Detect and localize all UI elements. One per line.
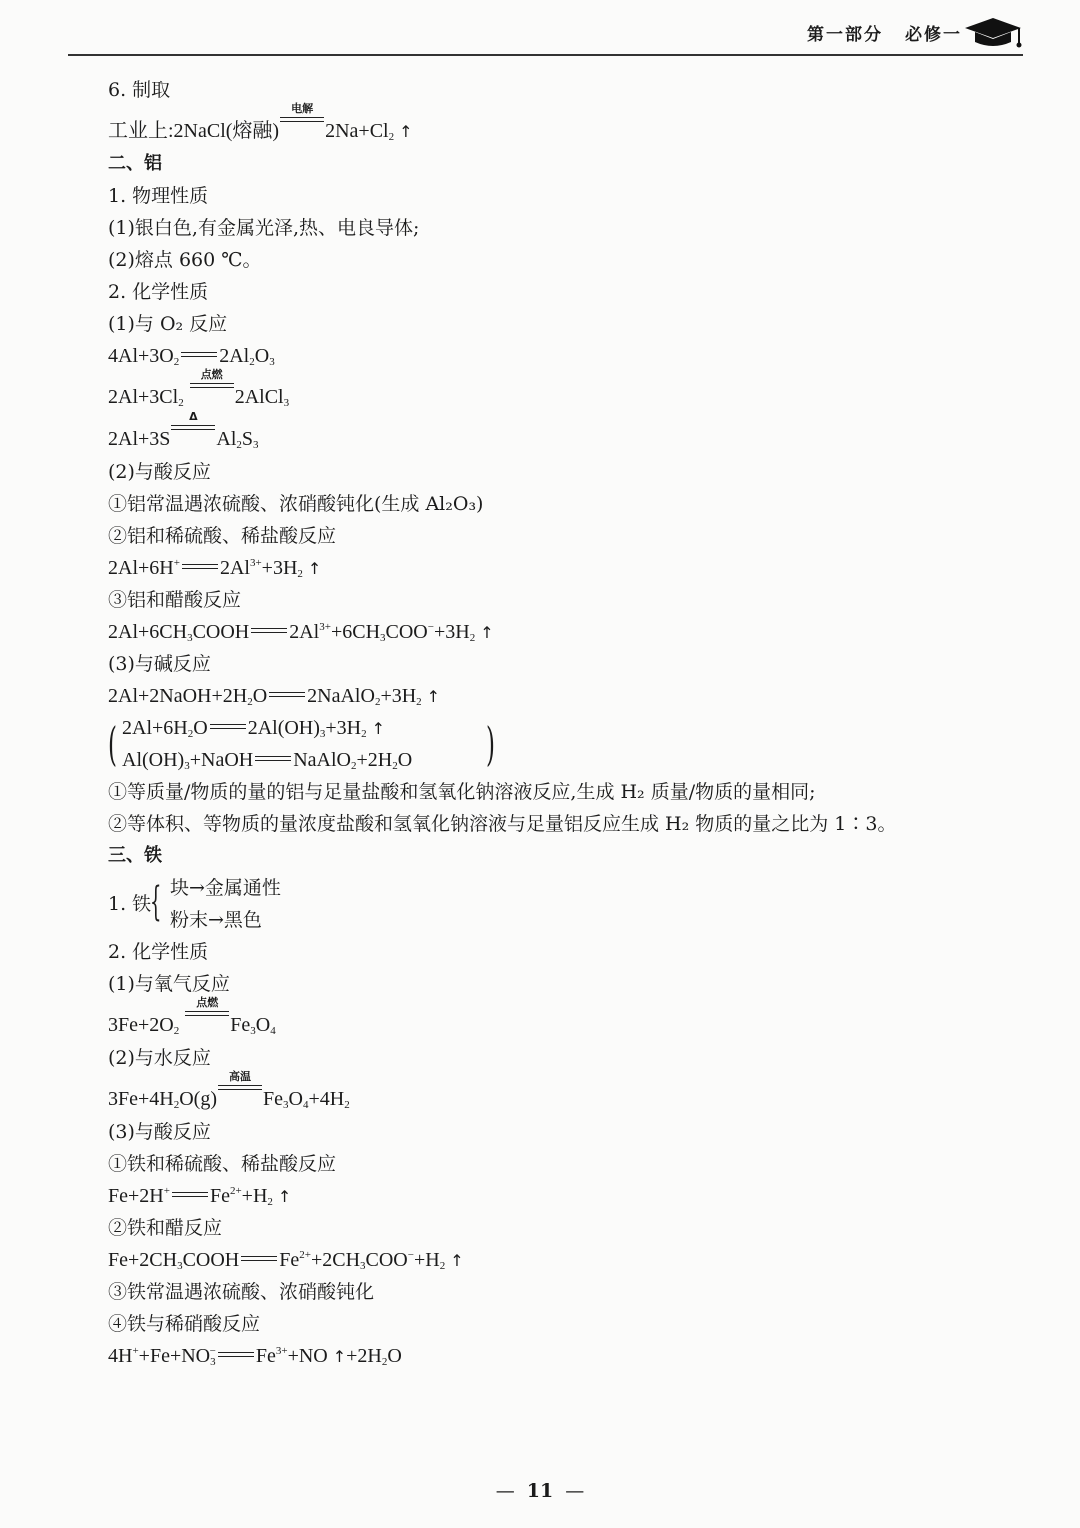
section-heading: 三、铁 — [108, 845, 162, 866]
left-paren: ( — [108, 717, 117, 771]
equation-line: $Al(OH)_3+NaOH$ $NaAlO_2+2H_2O$ — [122, 749, 413, 772]
page-number: 11 — [526, 1480, 554, 1502]
text-line: (1)银白色,有金属光泽,热、电良导体; — [108, 217, 420, 239]
text-line: ③铁常温遇浓硫酸、浓硝酸钝化 — [108, 1281, 375, 1303]
text-line: ②铝和稀硫酸、稀盐酸反应 — [108, 525, 337, 547]
text-line: 6. 制取 — [108, 79, 171, 101]
equation-line: $2Al+6CH_3COOH$ $2Al^{3+}+6CH_3COO^-+3H_2$ ↑ — [108, 621, 494, 644]
iron-form-lump: 块→金属通性 — [170, 877, 281, 899]
section-heading: 二、铝 — [108, 153, 162, 174]
equation-line: $Fe+2CH_3COOH$ $Fe^{2+}+2CH_3COO^-+H_2$ ↑ — [108, 1249, 464, 1272]
text-line: ③铝和醋酸反应 — [108, 589, 242, 611]
reaction-condition — [171, 410, 215, 445]
page-header — [0, 0, 1080, 62]
equation-line: $4Al+3O_2$ $2Al_2O_3$ — [108, 345, 275, 368]
text-line: ②铁和醋反应 — [108, 1217, 223, 1239]
text-line: (3)与碱反应 — [108, 653, 211, 675]
condition-label: 高温 — [229, 1070, 251, 1083]
equation-line: Fe+2H+ $Fe^{2+}+H_2$ ↑ — [108, 1185, 292, 1208]
equation-line: $3Fe+2O_2$ 点燃 $Fe_3O_4$ — [108, 996, 276, 1037]
equation-line: 2Al+3S Δ $Al_2S_3$ — [108, 410, 259, 451]
page-content — [108, 74, 1028, 1372]
equation-prefix: 工业上:2NaCl(熔融) — [108, 120, 280, 142]
equation-line: $4H^++Fe+NO_3^-$ $Fe^{3+}+NO$ $↑+2H_2O$ — [108, 1345, 402, 1368]
text-line: ①等质量/物质的量的铝与足量盐酸和氢氧化钠溶液反应,生成 H₂ 质量/物质的量相同; — [108, 781, 816, 803]
condition-label: 点燃 — [196, 996, 219, 1009]
header-title — [807, 20, 962, 45]
iron-form-powder: 粉末→黑色 — [170, 909, 262, 931]
reaction-condition — [218, 1070, 262, 1105]
header-book: 必修一 — [905, 25, 962, 45]
equation-line: $2Al+2NaOH+2H_2O$ $2NaAlO_2+3H_2$ ↑ — [108, 685, 441, 708]
text-line: 2. 化学性质 — [108, 941, 209, 963]
equation-line: $3Fe+4H_2O(g)$ 高温 $Fe_3O_4+4H_2$ — [108, 1070, 350, 1111]
text-line: 2. 化学性质 — [108, 281, 209, 303]
equation-line: 工业上:2NaCl(熔融) 电解 $2Na+Cl_2$ ↑ — [108, 102, 413, 143]
iron-form-group — [108, 872, 1028, 936]
text-line: (1)与 O₂ 反应 — [108, 313, 228, 335]
graduation-cap-icon — [961, 14, 1025, 50]
header-rule — [68, 54, 1023, 56]
equation-line: 2Al+6H+ $2Al^{3+}+3H_2$ ↑ — [108, 557, 322, 580]
page-footer: — 11 — — [495, 1480, 585, 1502]
text-line: ④铁与稀硝酸反应 — [108, 1313, 261, 1335]
text-line: 1. 物理性质 — [108, 185, 209, 207]
reaction-condition — [280, 102, 324, 137]
text-line: (2)与水反应 — [108, 1047, 211, 1069]
iron-label: 1. 铁 — [108, 893, 152, 915]
reaction-condition — [185, 996, 229, 1031]
text-line: ②等体积、等物质的量浓度盐酸和氢氧化钠溶液与足量铝反应生成 H₂ 物质的量之比为 1∶3。 — [108, 813, 897, 835]
condition-label: 电解 — [291, 102, 314, 115]
condition-label: Δ — [189, 410, 198, 423]
reaction-condition — [190, 368, 234, 403]
text-line: (1)与氧气反应 — [108, 973, 230, 995]
text-line: (2)与酸反应 — [108, 461, 211, 483]
text-line: (2)熔点 660 ℃。 — [108, 249, 262, 271]
equation-line: $2Al+6H_2O$ $2Al(OH)_3+3H_2$ ↑ — [122, 717, 386, 740]
header-part: 第一部分 — [807, 25, 883, 45]
right-paren: ) — [486, 717, 495, 771]
condition-label: 点燃 — [200, 368, 223, 381]
equation-line: $2Al+3Cl_2$ 点燃 2AlCl$_3$ — [108, 368, 290, 409]
mechanism-group — [108, 712, 1028, 776]
text-line: ①铁和稀硫酸、稀盐酸反应 — [108, 1153, 337, 1175]
text-line: ①铝常温遇浓硫酸、浓硝酸钝化(生成 Al₂O₃) — [108, 493, 484, 515]
text-line: (3)与酸反应 — [108, 1121, 211, 1143]
brace-symbol: { — [150, 879, 162, 925]
